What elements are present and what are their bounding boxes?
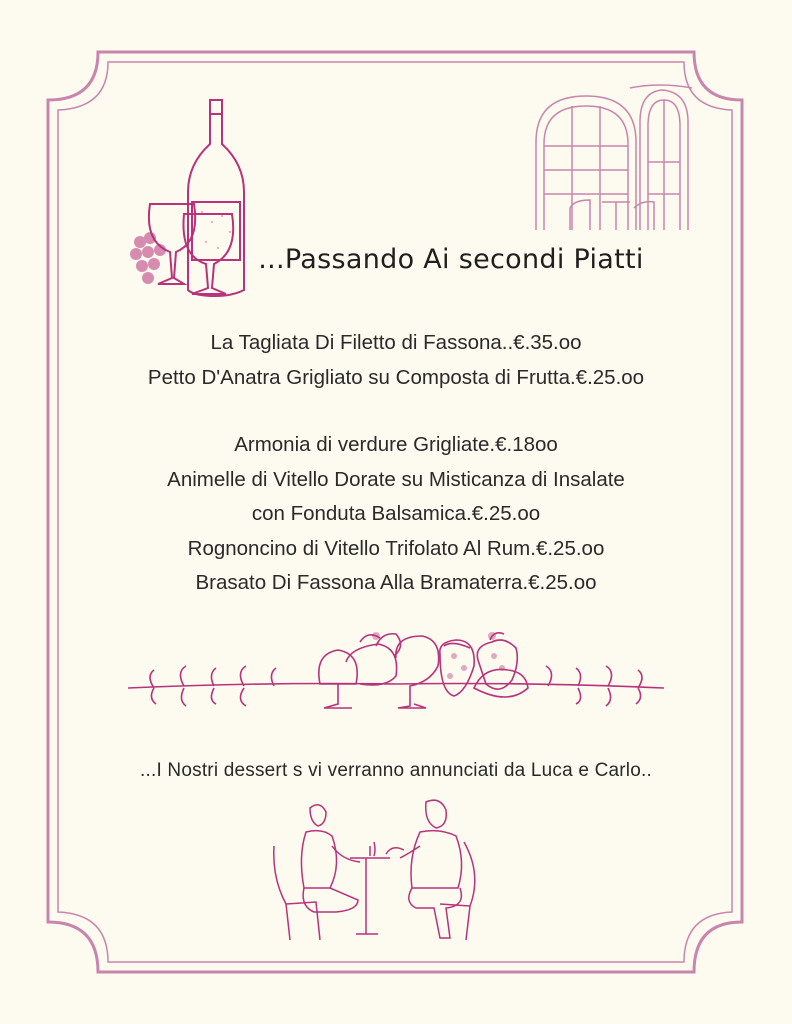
dessert-garland-icon (124, 626, 668, 716)
dessert-note: ...I Nostri dessert s vi verranno annunciati da Luca e Carlo.. (140, 760, 652, 781)
dining-couple-icon (270, 792, 485, 942)
page-title: ...Passando Ai secondi Piatti (258, 244, 644, 275)
menu-item: Petto D'Anatra Grigliato su Composta di Frutta.€.25.oo (147, 365, 645, 389)
menu-item: Brasato Di Fassona Alla Bramaterra.€.25.oo (195, 571, 597, 594)
menu-list (0, 326, 792, 601)
menu-item: Armonia di verdure Grigliate.€.18oo (234, 433, 558, 456)
menu-item: con Fonduta Balsamica.€.25.oo (251, 502, 541, 525)
menu-item: La Tagliata Di Filetto di Fassona..€.35.oo (210, 331, 582, 354)
menu-item: Rognoncino di Vitello Trifolato Al Rum.€.25.oo (187, 536, 605, 560)
menu-item: Animelle di Vitello Dorate su Misticanza di Insalate (167, 467, 625, 491)
cafe-window-icon (530, 82, 695, 232)
